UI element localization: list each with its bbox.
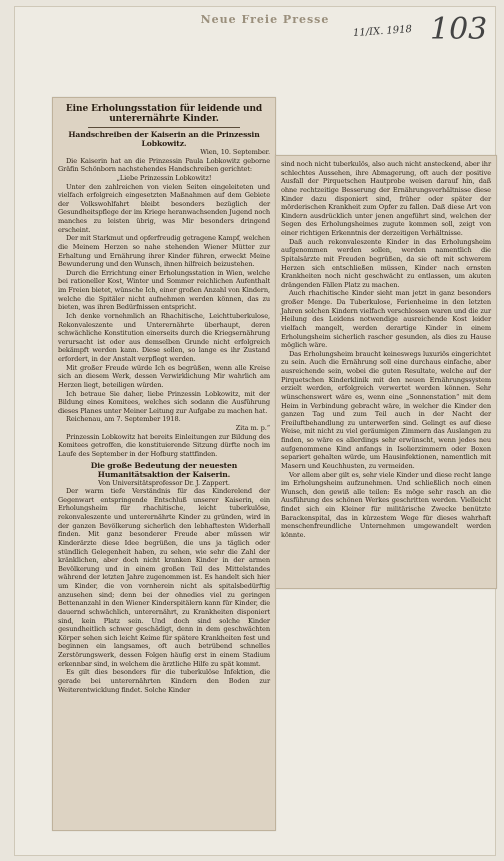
left-clipping [52, 97, 276, 831]
handwritten-date: 11/IX. 1918 [352, 23, 413, 40]
section-author: Von Universitätsprofessor Dr. J. Zappert. [98, 478, 230, 487]
section-title: Die große Bedeutung der neuesten Humanitätsaktion der Kaiserin. [90, 460, 238, 479]
right-clipping [275, 155, 497, 589]
paragraph: Unter den zahlreichen von vielen Seiten eingeleiteten und vielfach erfolgreich eingesetzten Maßnahmen auf dem Gebiete der Volkswohlfahrt bleibt besonders bezüglich der Gesundheitspflege der im Kriege heranwachsenden Jugend noch manches zu leisten übrig, was Mir besonders dringend erscheint. [58, 182, 270, 234]
paragraph: Auch rhachitische Kinder sieht man jetzt in ganz besonders großer Menge. Da Tuberkulose, Ferienheime in den letzten Jahren solchen Kindern vielfach verschlossen waren und die zur Heilung des Leidens notwendige ausreichende Kost leider vielfach mangelt, werden derartige Kinder in einem Erholungsheim sicherlich rascher gesunden, als dies zu Hause möglich wäre. [281, 289, 491, 350]
paragraph: Der warm tiefe Verständnis für das Kinderelend der Gegenwart entspringende Entschluß unserer Kaiserin, ein Erholungsheim für rhachitische, leicht tuberkulöse, rekonvaleszente und unterernährte Kinder zu gründen, wird in der ganzen Bevölkerung sicherlich den lebhaftesten Widerhall finden. Mit ganz besonderer Freude aber müssen wir Kinderärzte diese Idee begrüßen, die uns ja täglich oder stündlich Gelegenheit haben, zu sehen, wie sehr die Zahl der kränklichen, aber doch nicht kranken Kinder in der armen Bevölkerung und in einem großen Teil des Mittelstandes während der letzten Jahre zugenommen ist. Es handelt sich hier um Kinder, die von vornherein nicht als spitalsbedürftig anzusehen sind; denn bei der ohnedies viel zu geringen Bettenanzahl in den Wiener Kinderspitälern kann für Kinder, die dauernd schwächlich, unterernährt, zu Krankheiten disponiert sind, kein Platz sein. Und doch sind solche Kinder gesundheitlich schwer geschädigt, denn in dem geschwächten Körper sehen sich leicht Keime für spätere Krankheiten fest und beginnen ein langsames, oft auch betrübend schnelles Zerstörungswerk, dessen Folgen häufig erst in einem Stadium erkennbar sind, in welchem die ärztliche Hilfe zu spät kommt. [58, 487, 270, 668]
letter-signature: Zita m. p.“ [235, 424, 270, 432]
paragraph: Der mit Starkmut und opferfreudig getragene Kampf, welchen die Meinem Herzen so nahe stehenden Wiener Mütter zur Erhaltung und Ernährung ihrer Kinder führen, erweckt Meine Bewunderung und den Wunsch, ihnen hilfreich beizustehen. [58, 234, 270, 269]
paragraph: Es gilt dies besonders für die tuberkulöse Infektion, die gerade bei unterernährten Kindern den Boden zur Weiterentwicklung findet. Solche Kinder [58, 668, 270, 694]
letter-salutation: „Liebe Prinzessin Lobkowitz! [116, 173, 212, 182]
paragraph: Daß auch rekonvaleszente Kinder in das Erholungsheim aufgenommen werden sollen, werden namentlich die Spitalsärzte mit Freuden begrüßen, da sie oft mit schwerem Herzen sich entschließen müssen, Kinder nach ernsten Krankheiten noch nicht geschwächt zu entlassen, um akuten drängenden Fällen Platz zu machen. [281, 237, 491, 289]
title-rule [88, 127, 240, 128]
paragraph: Ich betraue Sie daher, liebe Prinzessin Lobkowitz, mit der Bildung eines Komitees, welches sich sodann die Ausführung dieses Planes unter Meiner Leitung zur Aufgabe zu machen hat. [58, 389, 270, 415]
newspaper-masthead: Neue Freie Presse [200, 13, 330, 26]
paragraph: Durch die Errichtung einer Erholungsstation in Wien, welche bei rationeller Kost, Winter und Sommer reichlichen Aufenthalt im Freien bietet, wünsche Ich, einer großen Anzahl von Kindern, welche die Spitäler nicht aufnehmen werden können, das zu bieten, was ihren Bedürfnissen entspricht. [58, 268, 270, 312]
paragraph: Vor allem aber gilt es, sehr viele Kinder und diese recht lange im Erholungsheim aufzunehmen. Und schließlich noch einen Wunsch, den gewiß alle teilen: Es möge sehr rasch an die Ausführung des schönen Werkes geschritten werden. Vielleicht findet sich ein Kleiner für militärische Zwecke benützte Barackenspital, das in kürzestem Wege für dieses wahrhaft menschenfreundliche Unternehmen umgewandelt werden könnte. [281, 470, 491, 539]
article-subtitle: Handschreiben der Kaiserin an die Prinzessin Lobkowitz. [68, 130, 260, 148]
paragraph: Ich denke vornehmlich an Rhachitische, Leichttuberkulose, Rekonvaleszente und Unterernährte überhaupt, deren schwächliche Konstitution einerseits durch die Kriegsernährung verursacht ist oder aus demselben Grunde nicht erfolgreich bekämpft werden kann. Diese sollen, so lange es ihr Zustand erfordert, in der Anstalt verpflegt werden. [58, 311, 270, 363]
paragraph: Das Erholungsheim braucht keineswegs luxuriös eingerichtet zu sein. Auch die Ernährung soll eine durchaus einfache, aber ausreichende sein, wobei die guten Resultate, welche auf der Pirquetschen Kinderklinik mit den neuen Ernährungssystem erzielt werden, erfolgreich verwertet werden können. Sehr wünschenswert wäre es, wenn eine „Sonnenstation“ mit dem Heim in Verbindung gebracht wäre, in welcher die Kinder den ganzen Tag und zum Teil auch in der Nacht der Freiluftbehandlung zu unterwerfen sind. Gelingt es auf diese Weise, mit nicht zu viel geräumigen Zimmern das Auslangen zu finden, so wäre es allerdings sehr erwünscht, wenn jedes neu aufgenommene Kind anfangs in Isolierzimmern oder Boxen separiert gehalten würde, um Hausinfektionen, namentlich mit Masern und Keuchhusten, zu vermeiden. [281, 349, 491, 470]
paragraph: Mit großer Freude würde Ich es begrüßen, wenn alle Kreise sich an diesem Werk, dessen Verwirklichung Mir wahrlich am Herzen liegt, beteiligen würden. [58, 363, 270, 389]
dateline: Wien, 10. September. [200, 148, 270, 156]
article-title: Eine Erholungsstation für leidende und unterernährte Kinder. [65, 104, 263, 124]
letter-place-date: Reichenau, am 7. September 1918. [66, 415, 181, 424]
handwritten-page-number: 103 [430, 12, 488, 47]
paragraph: Prinzessin Lobkowitz hat bereits Einleitungen zur Bildung des Komitees getroffen, die konstituierende Sitzung dürfte noch im Laufe des September in der Hofburg stattfinden. [58, 432, 270, 458]
paragraph: sind noch nicht tuberkulös, also auch nicht ansteckend, aber ihr schlechtes Aussehen, ihre Abmagerung, oft auch der positive Ausfall der Pirquetschen Hautprobe weisen darauf hin, daß ohne rechtzeitige Besserung der Ernährungsverhältnisse diese Kinder dazu disponiert sind, früher oder später der mörderischen Krankheit zum Opfer zu fallen. Daß diese Art von Kindern ausdrücklich unter jenen angeführt sind, welchen der Segen des Erholungsheimes zugute kommen soll, zeigt von einer richtigen Erkenntnis der derzeitigen Verhältnisse. [281, 160, 491, 237]
paragraph: Die Kaiserin hat an die Prinzessin Paula Lobkowitz geborne Gräfin Schönborn nachstehendes Handschreiben gerichtet: [58, 156, 270, 174]
